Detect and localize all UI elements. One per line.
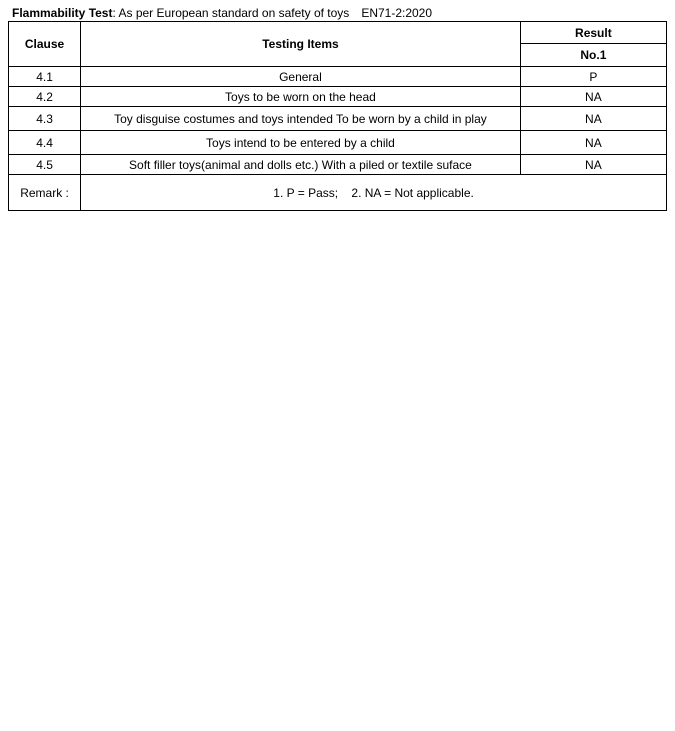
result-cell: NA — [520, 155, 666, 175]
title-label: Flammability Test — [12, 6, 113, 20]
result-cell: P — [520, 67, 666, 87]
result-cell: NA — [520, 107, 666, 131]
item-cell: Toys intend to be entered by a child — [81, 131, 521, 155]
remark-row — [9, 175, 667, 211]
item-cell: General — [81, 67, 521, 87]
table-row — [9, 131, 667, 155]
header-clause: Clause — [9, 22, 81, 67]
report-title — [12, 5, 432, 21]
item-cell: Toys to be worn on the head — [81, 87, 521, 107]
clause-cell: 4.4 — [9, 131, 81, 155]
header-result-sub: No.1 — [520, 44, 666, 67]
title-text: As per European standard on safety of toys — [118, 6, 350, 20]
result-cell: NA — [520, 87, 666, 107]
clause-cell: 4.1 — [9, 67, 81, 87]
header-testing-items: Testing Items — [81, 22, 521, 67]
clause-cell: 4.5 — [9, 155, 81, 175]
table-row — [9, 107, 667, 131]
item-cell: Toy disguise costumes and toys intended To be worn by a child in play — [81, 107, 521, 131]
header-row — [9, 22, 667, 44]
flammability-table — [8, 21, 667, 211]
title-standard: EN71-2:2020 — [361, 6, 433, 20]
clause-cell: 4.2 — [9, 87, 81, 107]
table-row — [9, 155, 667, 175]
result-cell: NA — [520, 131, 666, 155]
title-colon: : — [112, 6, 116, 20]
remark-text: 1. P = Pass; 2. NA = Not applicable. — [81, 175, 667, 211]
remark-label: Remark : — [9, 175, 81, 211]
clause-cell: 4.3 — [9, 107, 81, 131]
header-result: Result — [520, 22, 666, 44]
item-cell: Soft filler toys(animal and dolls etc.) With a piled or textile suface — [81, 155, 521, 175]
table-row — [9, 87, 667, 107]
table-row — [9, 67, 667, 87]
